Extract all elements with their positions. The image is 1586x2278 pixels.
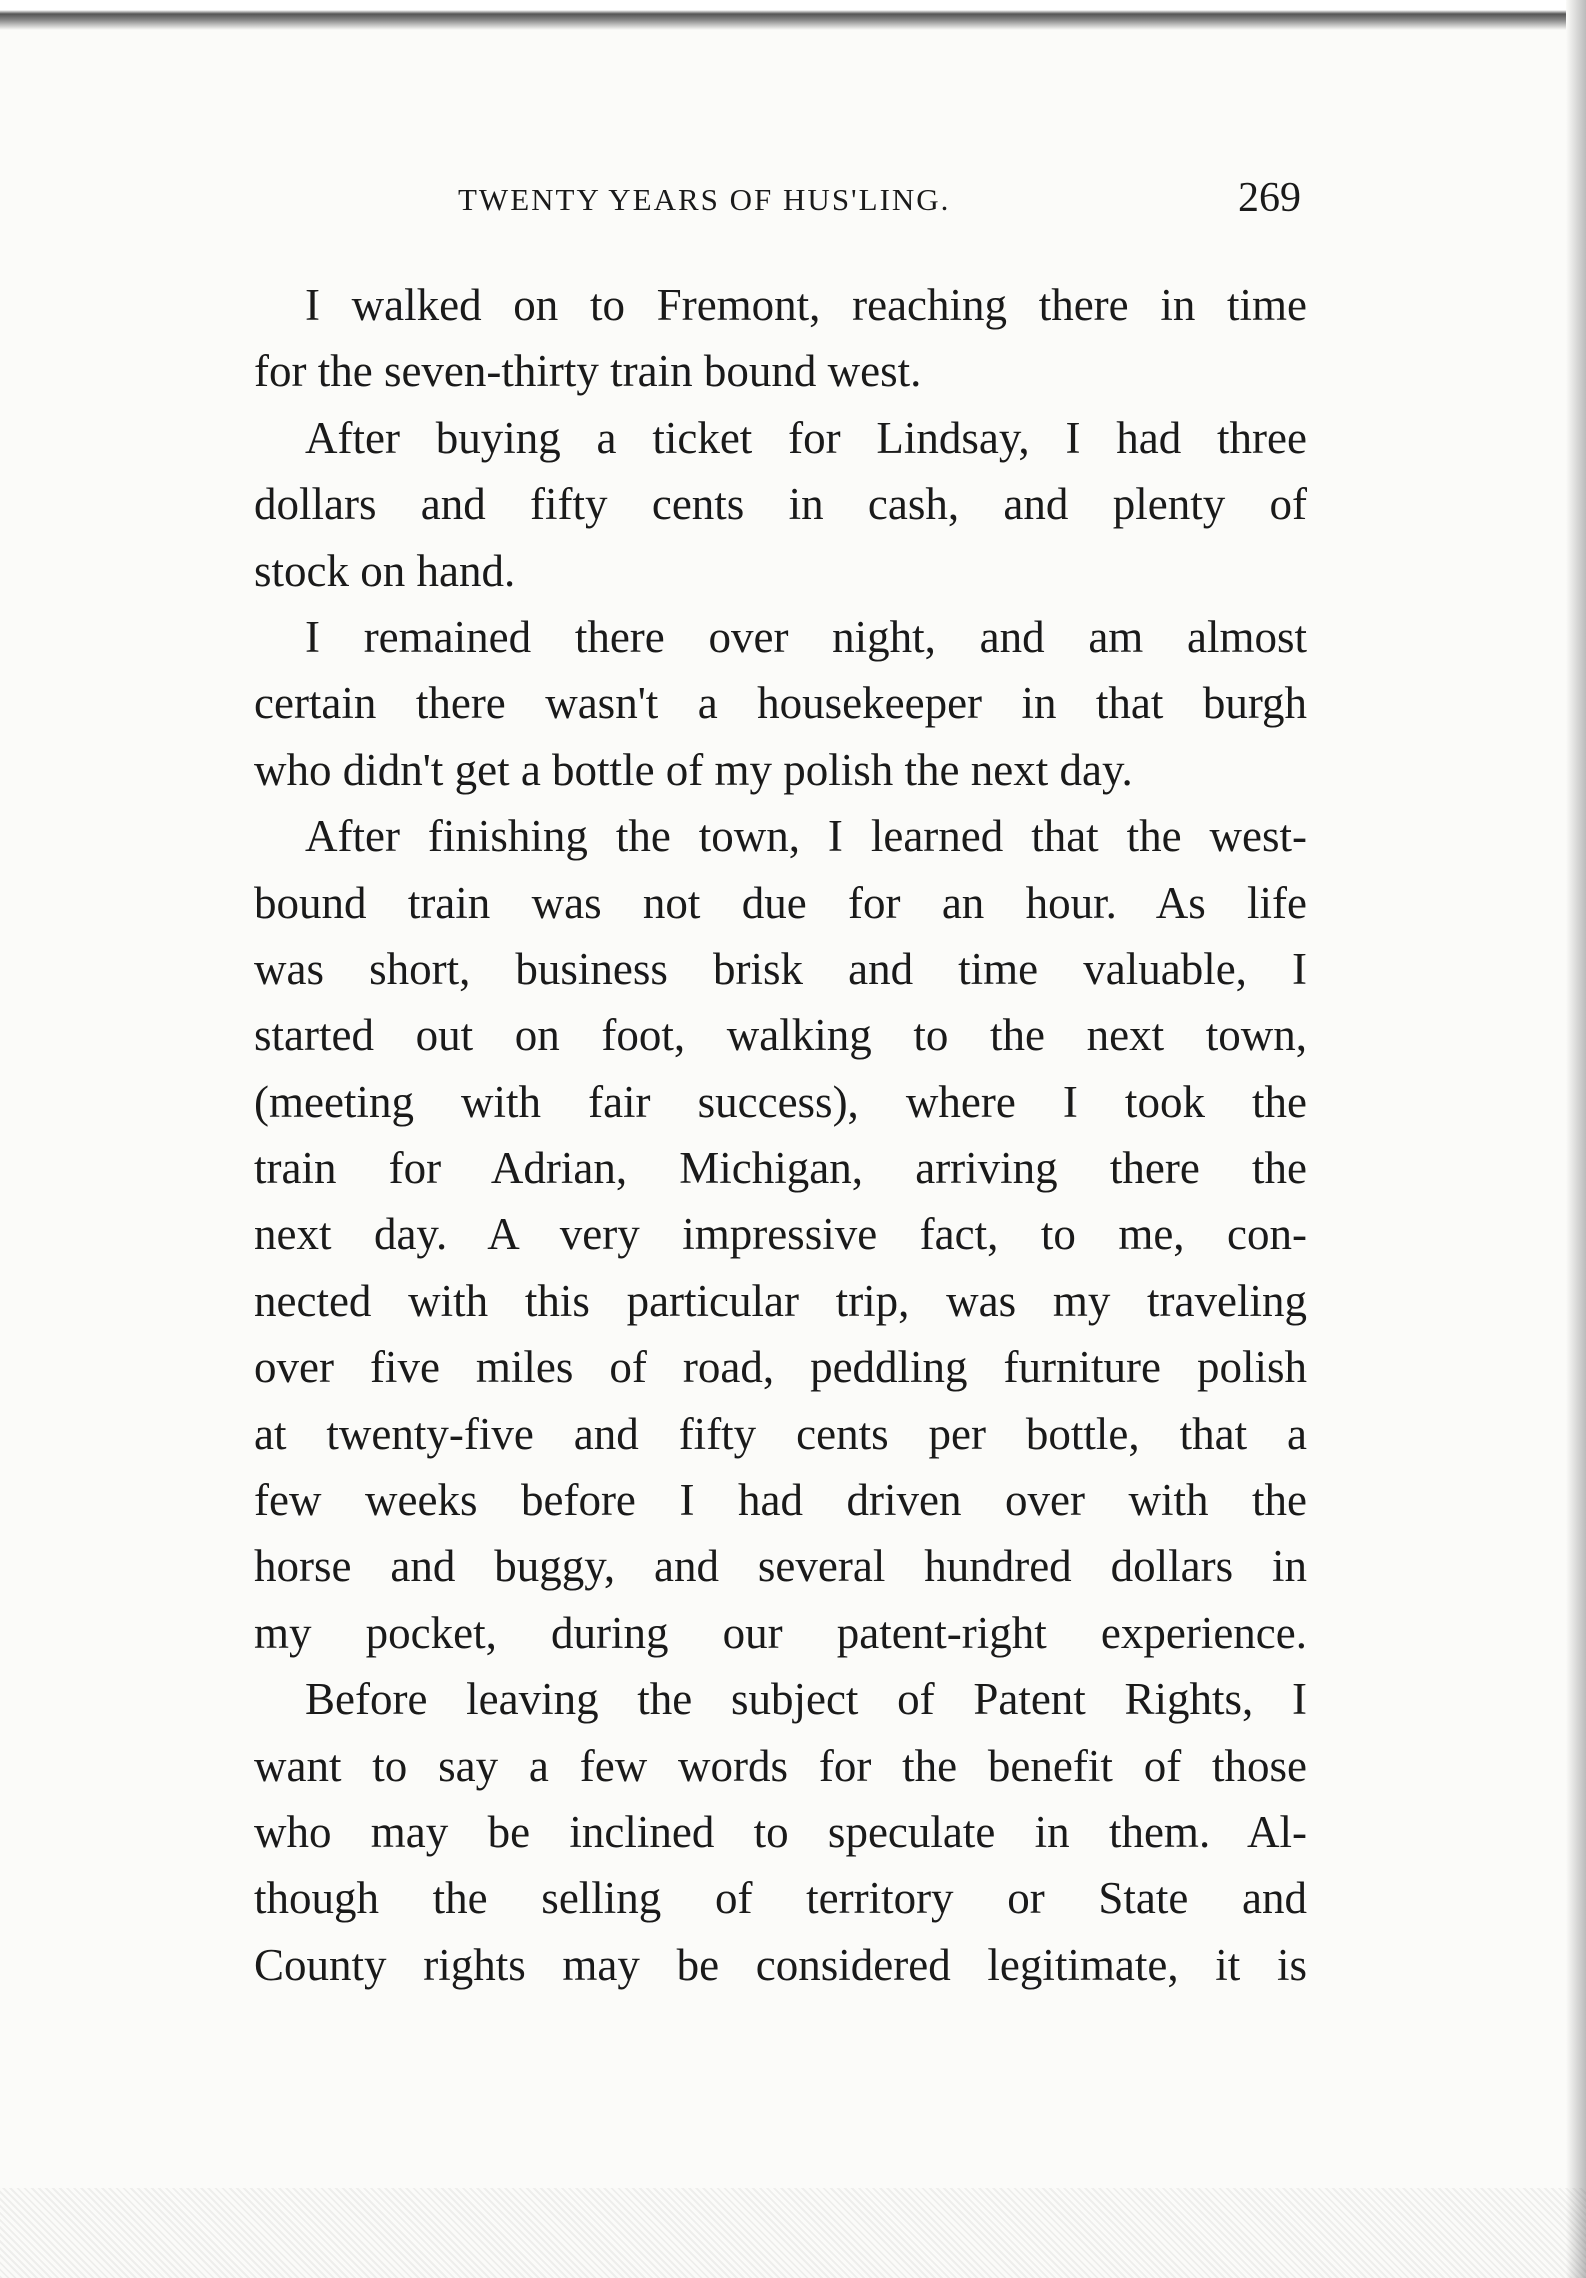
- text-line: few weeks before I had driven over with the: [254, 1475, 1307, 1526]
- page-number: 269: [1238, 175, 1301, 221]
- body-text: [254, 272, 1307, 1998]
- text-line: for the seven-thirty train bound west.: [254, 346, 922, 397]
- text-line: dollars and fifty cents in cash, and plenty of: [254, 479, 1307, 530]
- text-line: After buying a ticket for Lindsay, I had three: [305, 412, 1307, 463]
- text-line: bound train was not due for an hour. As life: [254, 877, 1307, 928]
- text-line: started out on foot, walking to the next town,: [254, 1010, 1307, 1061]
- text-line: After finishing the town, I learned that the west-: [305, 811, 1307, 862]
- text-line: I walked on to Fremont, reaching there in time: [305, 280, 1307, 330]
- text-line: train for Adrian, Michigan, arriving there the: [254, 1143, 1307, 1194]
- text-line: over five miles of road, peddling furniture polish: [254, 1342, 1307, 1393]
- page-bottom-shading: [0, 2188, 1586, 2278]
- text-line: was short, business brisk and time valuable, I: [254, 943, 1307, 994]
- page-right-edge: [1566, 0, 1586, 2278]
- text-line: (meeting with fair success), where I took the: [254, 1076, 1307, 1127]
- text-line: I remained there over night, and am almost: [305, 611, 1307, 662]
- text-line: want to say a few words for the benefit of those: [254, 1740, 1307, 1791]
- text-line: nected with this particular trip, was my traveling: [254, 1275, 1307, 1326]
- text-line: Before leaving the subject of Patent Rights, I: [305, 1674, 1307, 1725]
- text-line: horse and buggy, and several hundred dollars in: [254, 1541, 1307, 1592]
- page-top-edge: [0, 0, 1586, 34]
- running-title: TWENTY YEARS OF HUS'LING.: [458, 182, 951, 217]
- text-line: who may be inclined to speculate in them. Al-: [254, 1806, 1307, 1857]
- text-line: certain there wasn't a housekeeper in that burgh: [254, 678, 1307, 729]
- text-line: next day. A very impressive fact, to me, con-: [254, 1209, 1307, 1260]
- text-line: who didn't get a bottle of my polish the next day.: [254, 744, 1133, 795]
- text-line: County rights may be considered legitimate, it is: [254, 1939, 1307, 1990]
- text-line: at twenty-five and fifty cents per bottle, that a: [254, 1408, 1307, 1459]
- text-line: though the selling of territory or State and: [254, 1873, 1307, 1924]
- text-line: my pocket, during our patent-right experience.: [254, 1607, 1307, 1658]
- text-line: stock on hand.: [254, 545, 516, 596]
